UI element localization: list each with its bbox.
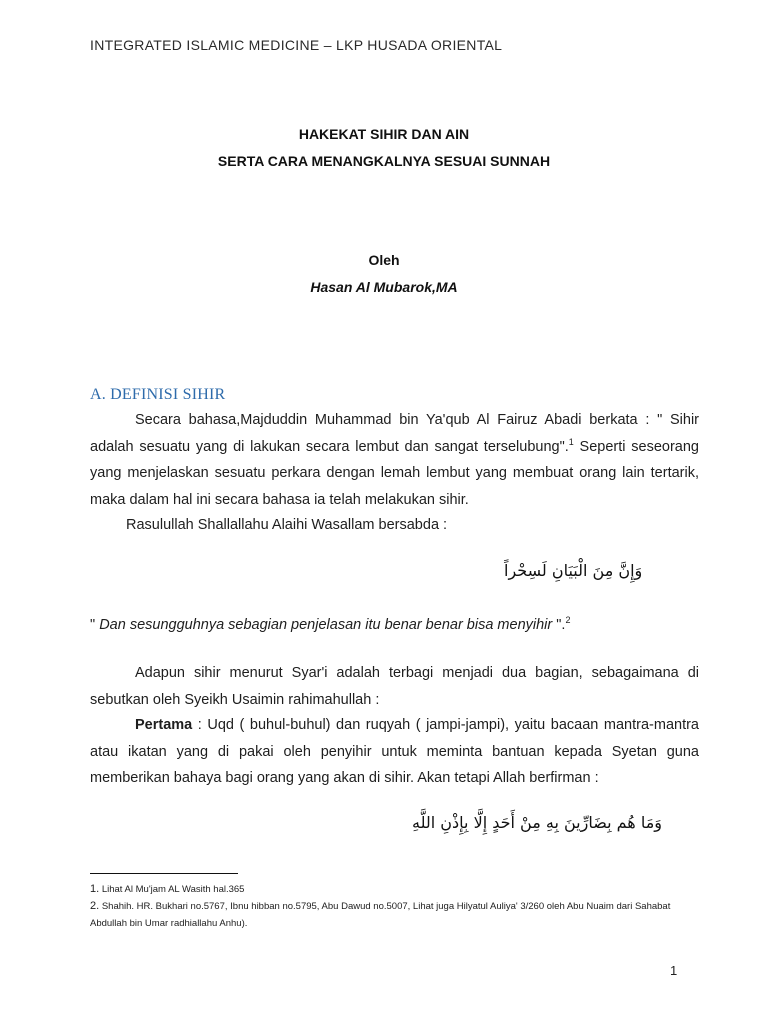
paragraph-definition [90, 407, 699, 513]
page-number: 1 [670, 963, 678, 978]
title-block [0, 121, 768, 175]
arabic-verse-text: وَمَا هُم بِضَارِّينَ بِهِ مِنْ أَحَدٍ إِلَّا بِإِذْنِ اللَّهِ [412, 813, 662, 832]
paragraph-pertama [90, 712, 699, 792]
footnote-2-number: 2. [90, 900, 100, 912]
author-by-label: Oleh [368, 252, 400, 268]
footnote-divider [90, 873, 238, 874]
paragraph-definition-text: Secara bahasa,Majduddin Muhammad bin Ya'qub Al Fairuz Abadi berkata : " Sihir adalah sesuatu yang di lakukan secara lembut dan sangat terselubung". [90, 412, 699, 455]
footnotes [90, 881, 700, 932]
hadith-translation [90, 612, 570, 638]
footnote-1 [90, 881, 700, 898]
hadith-translation-text: Dan sesungguhnya sebagian penjelasan itu benar benar bisa menyihir [99, 617, 553, 633]
author-name: Hasan Al Mubarok,MA [310, 279, 458, 295]
paragraph-definition-continued: Seperti seseorang yang menjelaskan sesuatu perkara dengan lemah lembut yang membuat orang lain tertarik, maka dalam hal ini secara bahasa ia telah melakukan sihir. [90, 438, 699, 508]
section-heading: A. DEFINISI SIHIR [90, 386, 226, 403]
title-line-2: SERTA CARA MENANGKALNYA SESUAI SUNNAH [217, 153, 551, 169]
author-block [0, 247, 768, 301]
paragraph-pertama-lead: Pertama [135, 717, 193, 733]
footnote-1-text: Lihat Al Mu'jam AL Wasith hal.365 [99, 884, 245, 895]
footnote-2-text: Shahih. HR. Bukhari no.5767, Ibnu hibban no.5795, Abu Dawud no.5007, Lihat juga Hilyatul Auliya' 3/260 oleh Abu Nuaim dari Sahabat Abdullah bin Umar radhiallahu Anhu). [90, 901, 671, 929]
paragraph-pertama-text: : Uqd ( buhul-buhul) dan ruqyah ( jampi-jampi), yaitu bacaan mantra-mantra atau ikatan yang di pakai oleh penyihir untuk meminta bantuan kepada Syetan guna memberikan bahaya bagi orang yang akan di sihir. Akan tetapi Allah berfirman : [90, 717, 699, 786]
footnote-ref-2[interactable]: 2 [565, 615, 571, 626]
paragraph-syari-definition: Adapun sihir menurut Syar'i adalah terbagi menjadi dua bagian, sebagaimana di sebutkan oleh Syeikh Usaimin rahimahullah : [90, 665, 699, 708]
paragraph-hadith-intro: Rasulullah Shallallahu Alaihi Wasallam bersabda : [126, 517, 448, 533]
quote-close: ". [552, 617, 566, 633]
footnote-1-number: 1. [90, 883, 100, 895]
footnote-ref-1[interactable]: 1 [568, 436, 574, 447]
footnote-2 [90, 898, 700, 932]
running-header: INTEGRATED ISLAMIC MEDICINE – LKP HUSADA ORIENTAL [90, 37, 503, 53]
arabic-hadith-text: وَإِنَّ مِنَ الْبَيَانِ لَسِحْراً [504, 561, 643, 580]
title-line-1: HAKEKAT SIHIR DAN AIN [298, 126, 470, 142]
quote-open: " [90, 617, 100, 633]
